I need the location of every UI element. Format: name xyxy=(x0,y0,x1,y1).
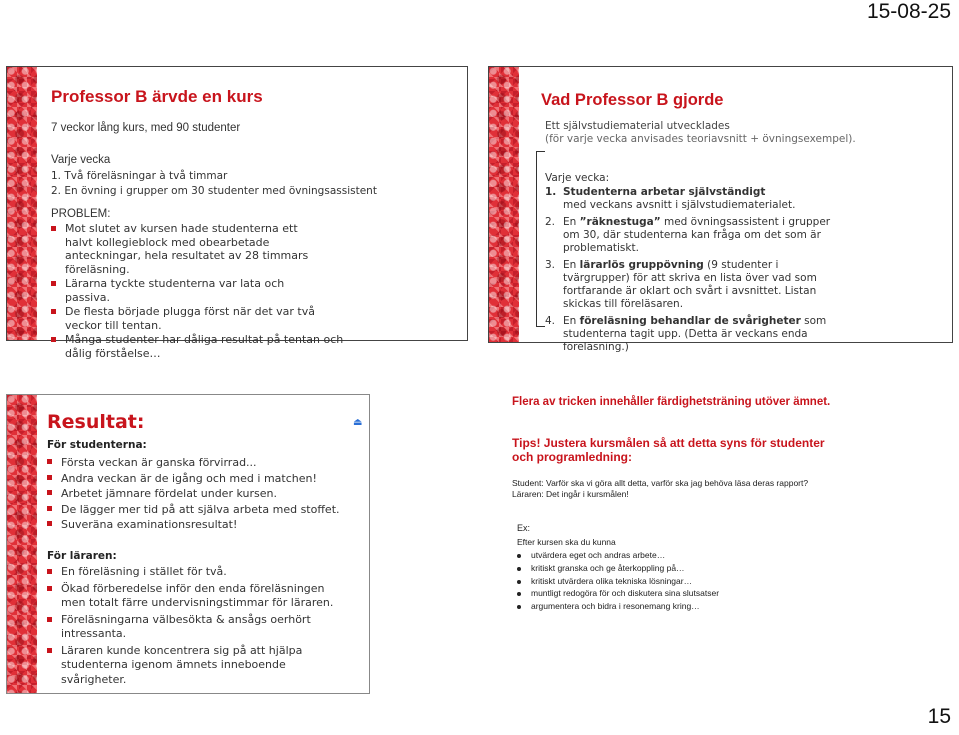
list-item: Många studenter har dåliga resultat på tentan och dålig förståelse… xyxy=(51,333,355,360)
list-item: Suveräna examinationsresultat! xyxy=(47,517,357,533)
slide-2-week-label: Varje vecka: xyxy=(545,172,610,184)
bullet-icon xyxy=(517,567,521,571)
slide-2 xyxy=(488,66,953,353)
slide-3-teacher-list xyxy=(47,565,347,687)
slide-1 xyxy=(6,66,468,360)
slide-1-problem-label: PROBLEM: xyxy=(51,208,111,220)
slide-2-line-1: Ett självstudiematerial utvecklades xyxy=(545,120,730,132)
bullet-icon xyxy=(517,592,521,596)
step-3: 3. En lärarlös gruppövning (9 studenter i tvärgrupper) för att skriva en lista över vad som fortfarande är oklart och svårt i avsnittet. Listan skickas till föreläsaren. xyxy=(545,259,817,310)
bullet-icon xyxy=(47,569,52,574)
slide-1-week-item-2: 2. En övning i grupper om 30 studenter med övningsassistent xyxy=(51,185,377,197)
slide-4 xyxy=(502,391,842,651)
page-date: 15-08-25 xyxy=(866,0,951,23)
slide-4-heading-1: Flera av tricken innehåller färdighetsträning utöver ämnet. xyxy=(512,396,831,408)
slide-3-students-list xyxy=(47,455,357,533)
bullet-icon xyxy=(51,226,56,231)
list-item: Första veckan är ganska förvirrad... xyxy=(47,455,357,471)
eject-icon: ⏏ xyxy=(353,417,363,428)
list-item: Andra veckan är de igång och med i matchen! xyxy=(47,471,357,487)
slide-1-problem-list xyxy=(51,222,344,360)
slide-2-steps xyxy=(545,186,845,354)
bullet-icon xyxy=(47,521,52,526)
list-item: muntligt redogöra för och diskutera sina slutsatser xyxy=(517,588,837,601)
list-item: Mot slutet av kursen hade studenterna ett halvt kollegieblock med obearbetade anteckningar, hela resultatet av 28 timmars föreläsning. xyxy=(51,222,321,276)
slide-1-week-label: Varje vecka xyxy=(51,154,111,166)
page-number: 15 xyxy=(927,705,951,728)
slide-2-title: Vad Professor B gjorde xyxy=(541,91,724,109)
decorative-strip xyxy=(7,67,37,340)
slide-4-heading-2: Tips! Justera kursmålen så att detta syns för studenter och programledning: xyxy=(512,436,825,464)
slide-1-title: Professor B ärvde en kurs xyxy=(51,87,263,106)
bullet-icon xyxy=(47,506,52,511)
bullet-icon xyxy=(47,490,52,495)
slide-3-title: Resultat: xyxy=(47,411,145,433)
slide-4-after-label: Efter kursen ska du kunna xyxy=(517,537,616,547)
list-item: De flesta började plugga först när det var två veckor till tentan. xyxy=(51,305,355,332)
slide-1-intro: 7 veckor lång kurs, med 90 studenter xyxy=(51,122,241,134)
step-2: 2. En ”räknestuga” med övningsassistent i grupper om 30, där studenterna kan fråga om det som är problematiskt. xyxy=(545,216,831,254)
decorative-strip xyxy=(489,67,519,342)
bullet-icon xyxy=(517,605,521,609)
decorative-strip xyxy=(7,395,37,693)
bullet-icon xyxy=(51,309,56,314)
slide-4-teacher-line: Läraren: Det ingår i kursmålen! xyxy=(512,489,629,499)
list-item: Läraren kunde koncentrera sig på att hjälpa studenterna igenom ämnets inneboende svårigheter. xyxy=(47,644,347,688)
bullet-icon xyxy=(47,617,52,622)
list-item: De lägger mer tid på att själva arbeta med stoffet. xyxy=(47,502,357,518)
list-item: En föreläsning i stället för två. xyxy=(47,565,347,580)
slide-3-students-label: För studenterna: xyxy=(47,439,147,451)
step-1: 1. Studenterna arbetar självständigt med veckans avsnitt i självstudiematerialet. xyxy=(545,186,796,211)
bullet-icon xyxy=(47,648,52,653)
slide-1-week-item-1: 1. Två föreläsningar à två timmar xyxy=(51,170,228,182)
slide-4-ex-label: Ex: xyxy=(517,523,531,533)
list-item: argumentera och bidra i resonemang kring… xyxy=(517,601,837,614)
slide-2-line-2: (för varje vecka anvisades teoriavsnitt + övningsexempel). xyxy=(545,133,856,145)
list-item: Ökad förberedelse inför den enda föreläsningen men totalt färre undervisningstimmar för läraren. xyxy=(47,582,347,611)
step-4: 4. En föreläsning behandlar de svårigheter som studenterna tagit upp. (Detta är veckans enda föreläsning.) xyxy=(545,315,827,353)
list-item: utvärdera eget och andras arbete… xyxy=(517,550,837,563)
list-item: Arbetet jämnare fördelat under kursen. xyxy=(47,486,357,502)
bullet-icon xyxy=(51,281,56,286)
slide-4-bullets xyxy=(517,550,837,614)
list-item: kritiskt granska och ge återkoppling på… xyxy=(517,563,837,576)
bullet-icon xyxy=(47,586,52,591)
list-item: kritiskt utvärdera olika tekniska lösningar… xyxy=(517,576,837,589)
slide-4-student-line: Student: Varför ska vi göra allt detta, varför ska jag behöva läsa deras rapport? xyxy=(512,478,809,488)
bullet-icon xyxy=(51,337,56,342)
bullet-icon xyxy=(47,459,52,464)
bullet-icon xyxy=(47,475,52,480)
slide-3-teacher-label: För läraren: xyxy=(47,550,117,562)
bracket-line xyxy=(536,151,545,327)
bullet-icon xyxy=(517,580,521,584)
slide-3 xyxy=(6,394,370,694)
bullet-icon xyxy=(517,554,521,558)
list-item: Föreläsningarna välbesökta & ansågs oerhört intressanta. xyxy=(47,613,347,642)
list-item: Lärarna tyckte studenterna var lata och passiva. xyxy=(51,277,321,304)
